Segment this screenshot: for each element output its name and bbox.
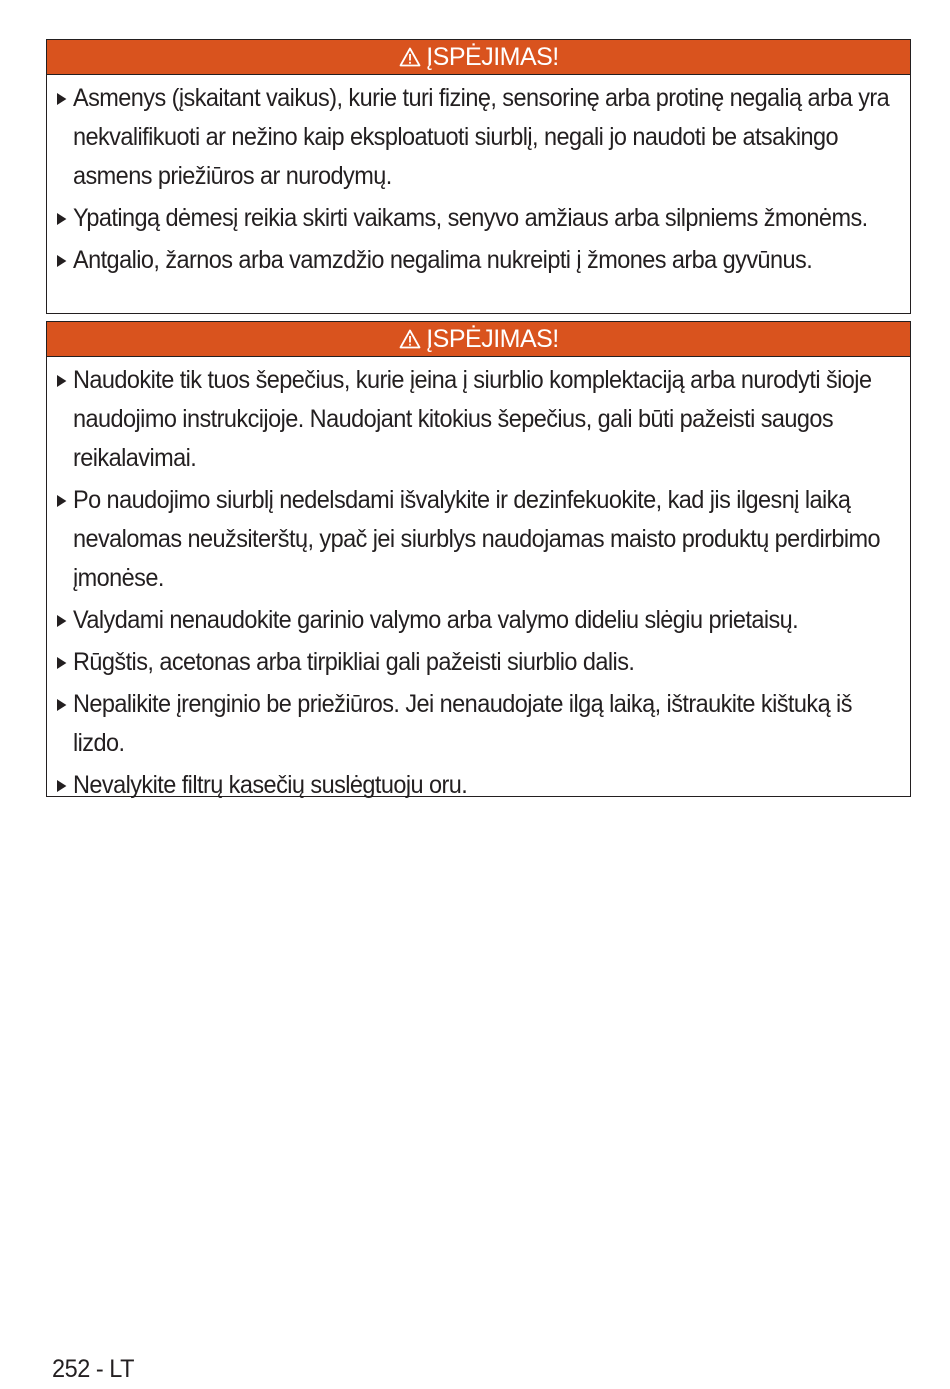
bullet-triangle-icon (57, 255, 66, 267)
page-number: 252 - LT (52, 1355, 135, 1383)
list-item (57, 685, 900, 763)
list-item (57, 601, 900, 640)
list-item-text: Nevalykite filtrų kasečių suslėgtuoju oru. (72, 771, 468, 799)
list-item-text: Valydami nenaudokite garinio valymo arba valymo dideliu slėgiu prietaisų. (72, 606, 799, 634)
warning-header (47, 322, 910, 357)
list-item (57, 481, 900, 598)
list-item-text: Ypatingą dėmesį reikia skirti vaikams, senyvo amžiaus arba silpniems žmonėms. (72, 204, 868, 232)
list-item (57, 643, 900, 682)
bullet-triangle-icon (57, 780, 66, 792)
list-item (57, 361, 900, 478)
bullet-triangle-icon (57, 375, 66, 387)
warning-triangle-icon (398, 46, 422, 68)
bullet-triangle-icon (57, 213, 66, 225)
warning-triangle-icon (398, 328, 422, 350)
warning-header-text: ĮSPĖJIMAS! (426, 42, 559, 71)
warning-list (47, 357, 910, 805)
list-item (57, 241, 900, 280)
list-item-text: Naudokite tik tuos šepečius, kurie įeina į siurblio komplektaciją arba nurodyti šioje naudojimo instrukcijoje. Naudojant kitokius šepečius, gali būti pažeisti saugos reikalavimai. (72, 366, 872, 472)
list-item-text: Antgalio, žarnos arba vamzdžio negalima nukreipti į žmones arba gyvūnus. (72, 246, 813, 274)
warning-box-2 (46, 321, 911, 797)
bullet-triangle-icon (57, 615, 66, 627)
list-item-text: Po naudojimo siurblį nedelsdami išvalykite ir dezinfekuokite, kad jis ilgesnį laiką nevalomas neužsiteršt​ų, ypač jei siurblys naudojamas maisto produktų perdirbimo įmonėse. (72, 486, 881, 592)
list-item-text: Rūgštis, acetonas arba tirpikliai gali pažeisti siurblio dalis. (72, 648, 635, 676)
list-item (57, 79, 900, 196)
warning-header-text: ĮSPĖJIMAS! (426, 324, 559, 353)
warning-header (47, 40, 910, 75)
bullet-triangle-icon (57, 657, 66, 669)
bullet-triangle-icon (57, 495, 66, 507)
warning-list (47, 75, 910, 280)
list-item-text: Asmenys (įskaitant vaikus), kurie turi fizinę, sensorinę arba protinę negalią arba yra nekvalifikuoti ar nežino kaip eksploatuoti siurblį, negali jo naudoti be atsakingo asmens priežiūros ar nurodymų. (72, 84, 890, 190)
bullet-triangle-icon (57, 699, 66, 711)
list-item-text: Nepalikite įrenginio be priežiūros. Jei nenaudojate ilgą laiką, ištraukite kištuką iš lizdo. (72, 690, 852, 757)
bullet-triangle-icon (57, 93, 66, 105)
list-item (57, 766, 900, 805)
warning-box-1 (46, 39, 911, 314)
list-item (57, 199, 900, 238)
